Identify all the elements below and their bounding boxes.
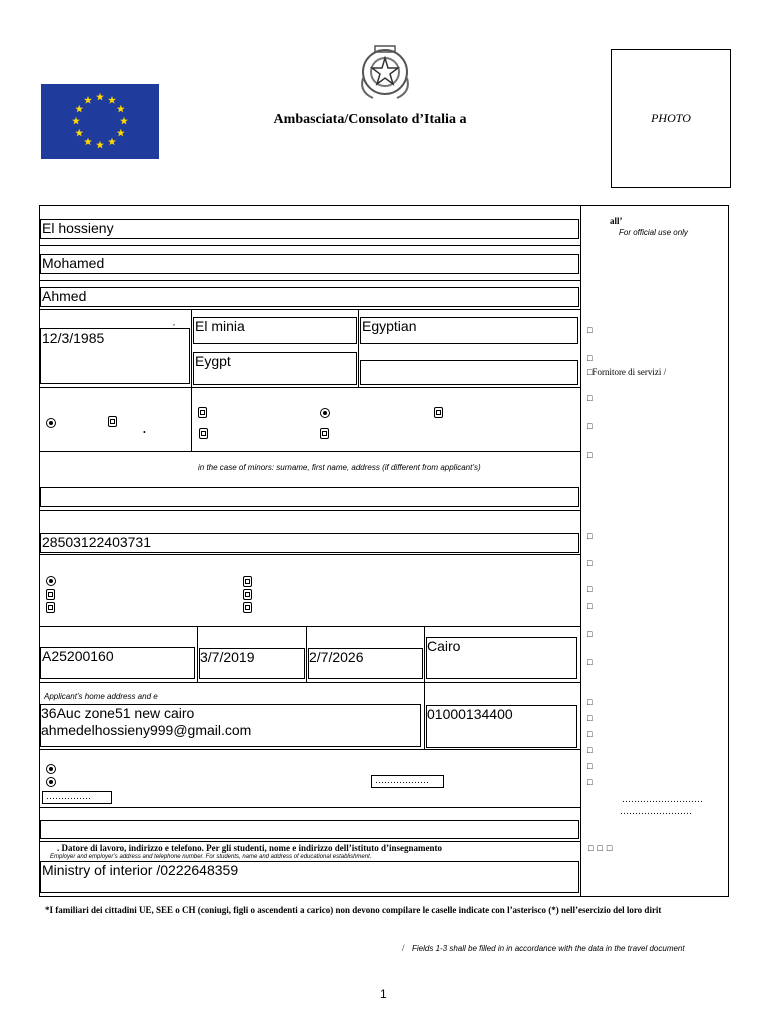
- official-checkbox[interactable]: □: [587, 450, 593, 460]
- tick-mark: ,: [173, 318, 175, 327]
- eu-star-icon: [84, 96, 92, 104]
- col-divider: [358, 309, 359, 387]
- birth-country-field[interactable]: [193, 352, 357, 385]
- issue-date-field[interactable]: [199, 648, 305, 679]
- birth-date-value: 12/3/1985: [42, 330, 105, 346]
- official-checkbox[interactable]: □: [587, 353, 593, 363]
- eu-star-icon: [117, 129, 125, 137]
- official-checkbox[interactable]: □: [587, 657, 593, 667]
- official-checkbox[interactable]: □: [587, 713, 593, 723]
- first-name-value: Mohamed: [42, 255, 105, 271]
- official-checkbox[interactable]: □: [587, 745, 593, 755]
- page-title: Ambasciata/Consolato d’Italia a: [273, 112, 467, 127]
- official-checkbox[interactable]: □: [587, 729, 593, 739]
- father-name-value: Ahmed: [42, 288, 87, 304]
- eu-star-icon: [75, 105, 83, 113]
- national-id-field[interactable]: [40, 533, 579, 553]
- phone-value: 01000134400: [427, 706, 513, 722]
- row-divider: [40, 807, 580, 808]
- eu-flag: [41, 84, 159, 159]
- eu-star-icon: [96, 93, 104, 101]
- row-divider: [40, 749, 580, 750]
- official-dots: ……………………: [620, 806, 692, 816]
- guardian-field[interactable]: [40, 487, 579, 507]
- expiry-date-value: 2/7/2026: [309, 649, 364, 665]
- eu-star-icon: [84, 138, 92, 146]
- eu-star-icon: [108, 138, 116, 146]
- first-name-field[interactable]: [40, 254, 579, 274]
- national-id-value: 28503122403731: [42, 534, 152, 550]
- employer-field[interactable]: [40, 861, 579, 893]
- official-checkbox[interactable]: □: [587, 325, 593, 335]
- eu-star-icon: [75, 129, 83, 137]
- residence-radio-no[interactable]: [46, 764, 56, 774]
- official-checkboxes-row[interactable]: □□□: [588, 843, 617, 853]
- doc-type-other[interactable]: [243, 602, 252, 613]
- employer-label-it: . Datore di lavoro, indirizzo e telefono. Per gli studenti, nome e indirizzo dell’istituto d’insegnamento: [57, 843, 442, 853]
- eu-star-icon: [96, 141, 104, 149]
- official-checkbox[interactable]: □: [587, 777, 593, 787]
- home-address-field[interactable]: [40, 704, 421, 747]
- row-divider: [40, 682, 580, 683]
- official-checkbox[interactable]: □: [587, 558, 593, 568]
- row-divider: [40, 280, 580, 281]
- row-divider: [40, 387, 580, 388]
- civil-status-single[interactable]: [198, 407, 207, 418]
- employer-value: Ministry of interior /0222648359: [42, 862, 239, 878]
- nationality-value: Egyptian: [362, 318, 417, 334]
- official-dots: ………………………: [622, 794, 703, 804]
- birth-place-field[interactable]: [193, 317, 357, 344]
- eu-star-icon: [120, 117, 128, 125]
- eu-star-icon: [108, 96, 116, 104]
- italian-emblem-icon: [355, 42, 415, 104]
- doc-type-special[interactable]: [243, 589, 252, 600]
- row-divider: [40, 510, 580, 511]
- page-number: 1: [380, 987, 387, 1001]
- row-divider: [40, 451, 580, 452]
- col-divider: [306, 626, 307, 682]
- address-line2: ahmedelhossieny999@gmail.com: [41, 722, 252, 738]
- civil-status-widowed[interactable]: [320, 428, 329, 439]
- address-line1: 36Auc zone51 new cairo: [41, 705, 195, 721]
- doc-type-diplomatic[interactable]: [46, 589, 55, 600]
- phone-field[interactable]: [426, 705, 577, 748]
- col-divider: [197, 626, 198, 682]
- official-checkbox[interactable]: □: [587, 421, 593, 431]
- doc-type-ordinary[interactable]: [46, 576, 56, 586]
- official-all-label: all’: [610, 216, 623, 226]
- official-divider: [580, 205, 581, 897]
- residence-permit-dots: ……………: [46, 791, 91, 801]
- issued-by-value: Cairo: [427, 638, 461, 654]
- official-checkbox[interactable]: □: [587, 697, 593, 707]
- fields-note: Fields 1-3 shall be filled in in accordance with the data in the travel document: [412, 944, 685, 953]
- col-divider: [424, 626, 425, 682]
- civil-status-separated[interactable]: [434, 407, 443, 418]
- civil-status-married[interactable]: [320, 408, 330, 418]
- eu-star-icon: [72, 117, 80, 125]
- passport-number-value: A25200160: [42, 648, 114, 664]
- occupation-field[interactable]: [40, 820, 579, 839]
- expiry-date-field[interactable]: [308, 648, 423, 679]
- row-divider: [40, 245, 580, 246]
- nationality-at-birth-field[interactable]: [360, 360, 578, 385]
- photo-box: [611, 49, 731, 188]
- official-checkbox[interactable]: □: [587, 761, 593, 771]
- dot-mark: •: [143, 428, 146, 437]
- surname-value: El hossieny: [42, 220, 114, 236]
- issue-date-value: 3/7/2019: [200, 649, 255, 665]
- row-divider: [40, 626, 580, 627]
- official-use-label: For official use only: [619, 228, 688, 237]
- issued-by-field[interactable]: [426, 637, 577, 679]
- birth-date-field[interactable]: [40, 328, 190, 384]
- sex-radio-male[interactable]: [46, 418, 56, 428]
- row-divider: [40, 309, 580, 310]
- fields-note-marker: /: [402, 943, 405, 953]
- eu-stars-icon: [41, 84, 159, 159]
- birth-country-value: Eygpt: [195, 353, 231, 369]
- official-checkbox[interactable]: □: [587, 584, 593, 594]
- residence-radio-yes[interactable]: [46, 777, 56, 787]
- fornitore-label: □Fornitore di servizi /: [587, 367, 667, 377]
- row-divider: [40, 841, 580, 842]
- col-divider: [424, 682, 425, 749]
- official-checkbox[interactable]: □: [587, 601, 593, 611]
- father-name-field[interactable]: [40, 287, 579, 307]
- passport-number-field[interactable]: [40, 647, 195, 679]
- family-note: *I familiari dei cittadini UE, SEE o CH (coniugi, figli o ascendenti a carico) non devono compilare le caselle indicate con l’asterisco (*) nell’esercizio del loro dirit: [45, 905, 662, 915]
- eu-star-icon: [117, 105, 125, 113]
- doc-type-official[interactable]: [243, 576, 252, 587]
- row-divider: [40, 554, 580, 555]
- photo-label: PHOTO: [651, 111, 691, 125]
- official-checkbox[interactable]: □: [587, 531, 593, 541]
- col-divider: [191, 309, 192, 451]
- doc-type-service[interactable]: [46, 602, 55, 613]
- birth-place-value: El minia: [195, 318, 245, 334]
- sex-radio-female[interactable]: [108, 416, 117, 427]
- official-checkbox[interactable]: □: [587, 393, 593, 403]
- residence-valid-dots: ………………: [375, 775, 429, 785]
- civil-status-divorced[interactable]: [199, 428, 208, 439]
- employer-label-en: Employer and employer’s address and telephone number. For students, name and address of educational establishment.: [50, 854, 372, 860]
- residence-permit-number[interactable]: [42, 791, 112, 804]
- residence-valid-until[interactable]: [371, 775, 444, 788]
- nationality-field[interactable]: [360, 317, 578, 344]
- minors-note: in the case of minors: surname, first name, address (if different from applicant’s): [198, 463, 481, 472]
- official-checkbox[interactable]: □: [587, 629, 593, 639]
- surname-field[interactable]: [40, 219, 579, 239]
- home-address-label: Applicant’s home address and e: [44, 692, 158, 701]
